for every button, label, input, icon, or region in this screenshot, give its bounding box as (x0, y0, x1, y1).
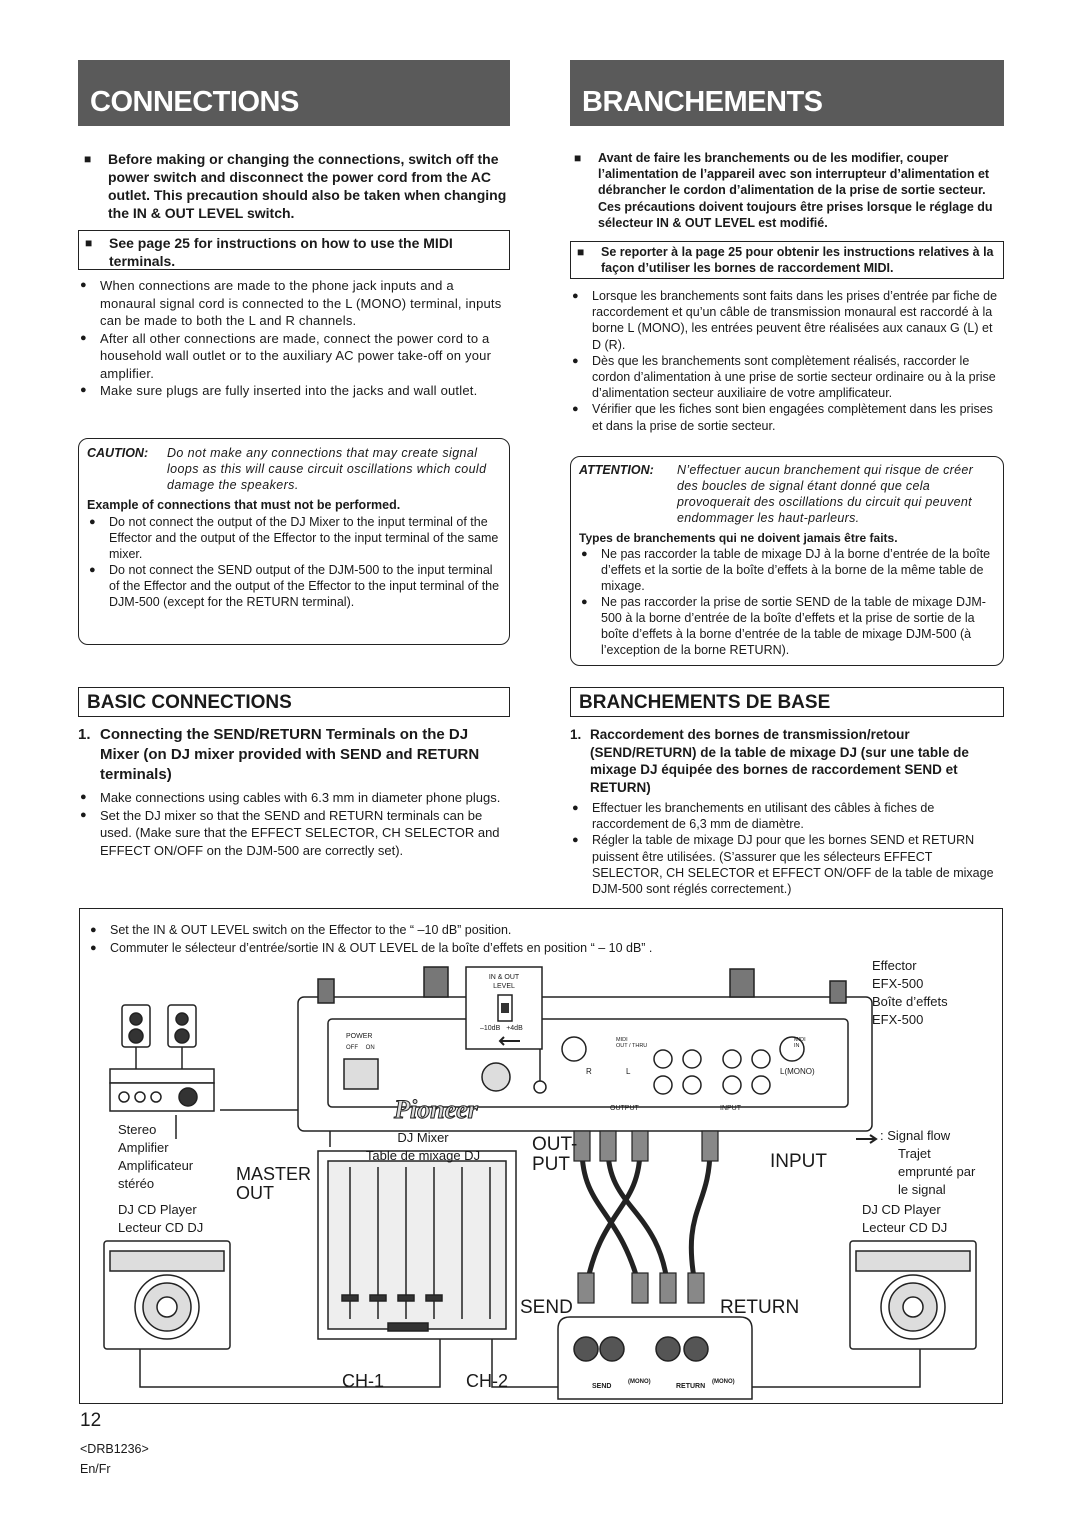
diagram-note-en: ● Set the IN & OUT LEVEL switch on the Effector to the “ –10 dB” position. (88, 921, 988, 939)
step-title: Raccordement des bornes de transmission/retour (SEND/RETURN) de la table de mixage DJ (sur une table de mixage DJ équipée des bornes de raccordement SEND et RETURN) (590, 727, 969, 795)
list-item: ● Ne pas raccorder la table de mixage DJ à la borne d’entrée de la boîte d’effets et la sortie de la boîte d’effets à la borne de la même table de mixage. (579, 546, 995, 594)
in-out-level-label: IN & OUT LEVEL (488, 974, 520, 990)
midi-out-label: MIDI OUT / THRU (616, 1037, 648, 1049)
master-out-label: MASTER OUT (236, 1164, 312, 1203)
list-item: ● Do not connect the SEND output of the DJM-500 to the input terminal of the Effector and the output of the Effector to the input terminal of the DJM-500 (except for the RETURN terminal). (87, 562, 501, 610)
list-item: ● Ne pas raccorder la prise de sortie SEND de la table de mixage DJM-500 à la borne d’entrée de la boîte d’effets et la prise de sortie de la boîte d’effets à la borne d’entrée de la table de mixage DJM-500 (à l’exception de la borne RETURN). (579, 594, 995, 658)
send-label: SEND (520, 1297, 573, 1318)
notice-midi-box-fr: ■ Se reporter à la page 25 pour obtenir les instructions relatives à la façon d’utiliser les bornes de raccordement MIDI. (570, 241, 1004, 279)
power-label: POWER (346, 1033, 373, 1040)
notice-midi-box: ■ See page 25 for instructions on how to use the MIDI terminals. (78, 230, 510, 270)
signal-flow-arrow-icon (856, 1135, 876, 1143)
mono-label-2: (MONO) (712, 1379, 735, 1385)
output-big-label: OUT- PUT (532, 1134, 578, 1175)
input-big-label: INPUT (770, 1151, 827, 1172)
step-title: Connecting the SEND/RETURN Terminals on the DJ Mixer (on DJ mixer provided with SEND and RETURN terminals) (100, 726, 480, 783)
send-small-label: SEND (592, 1383, 612, 1390)
list-item: ● Set the DJ mixer so that the SEND and RETURN terminals can be used. (Make sure that the EFFECT SELECTOR, CH SELECTOR and EFFECT ON/OFF on the DJM-500 are correctly set). (78, 807, 510, 860)
input-small-label: INPUT (720, 1105, 741, 1112)
list-item: ● Do not connect the output of the DJ Mixer to the input terminal of the Effector and the output of the Effector to the input terminal of the same mixer. (87, 514, 501, 562)
bullet-list-fr (570, 288, 1004, 434)
effector-label: Effector EFX-500 Boîte d’effets EFX-500 (872, 958, 948, 1027)
cd-left-label: DJ CD Player Lecteur CD DJ (118, 1202, 204, 1235)
list-item: ● Effectuer les branchements en utilisant des câbles à fiches de raccordement de 6,3 mm de diamètre. (570, 800, 1004, 832)
caution-label: CAUTION: (87, 446, 149, 460)
caution-box-fr (570, 456, 1004, 666)
page-number: 12 (80, 1410, 102, 1431)
language-code: En/Fr (80, 1462, 111, 1476)
ch1-label: CH-1 (342, 1371, 385, 1391)
dj-mixer-icon (318, 1151, 516, 1339)
cd-right-label: DJ CD Player Lecteur CD DJ (862, 1202, 948, 1235)
signal-flow-legend: : Signal flow Trajet emprunté par le signal (880, 1128, 976, 1197)
effector-unit (298, 967, 872, 1131)
step1-en (78, 725, 510, 859)
list-item: ● Régler la table de mixage DJ pour que les bornes SEND et RETURN puissent être utilisées. (S’assurer que les sélecteurs EFFECT SELECTOR, CH SELECTOR et EFFECT ON/OFF de la table de mixage DJM-500 sont réglés correctement.) (570, 832, 1004, 897)
caution-label: ATTENTION: (579, 463, 654, 477)
return-label: RETURN (720, 1297, 800, 1318)
section-title-basic-fr: BRANCHEMENTS DE BASE (570, 687, 1004, 717)
list-item: ● When connections are made to the phone jack inputs and a monaural signal cord is connected to the L (MONO) terminal, inputs can be made to both the L and R channels. (78, 277, 510, 330)
cd-player-right-icon (850, 1241, 976, 1349)
dj-mixer-label: DJ Mixer Table de mixage DJ (365, 1130, 481, 1163)
r-label: R (586, 1067, 592, 1076)
connection-diagram (79, 908, 1003, 1404)
list-item: ● Vérifier que les fiches sont bien engagées complètement dans les prises et dans la prise de sortie secteur. (570, 401, 1004, 433)
list-item: ● Make sure plugs are fully inserted into the jacks and wall outlet. (78, 382, 510, 400)
example-title: Example of connections that must not be performed. (87, 498, 401, 512)
caution-box-en (78, 438, 510, 645)
level-ticks: –10dB +4dB (480, 1025, 523, 1032)
patch-cables (582, 1149, 710, 1289)
caution-text: Do not make any connections that may create signal loops as this will cause circuit oscillations which could damage the speakers. (167, 446, 487, 492)
step-number: 1. (570, 727, 582, 742)
caution-text: N’effectuer aucun branchement qui risque de créer des boucles de signal étant donné que cela provoquerait des oscillations du circuit qui peuvent endommager les haut-parleurs. (677, 463, 974, 525)
list-item: ● Dès que les branchements sont complètement réalisés, raccorder le cordon d’alimentation à une prise de sortie secteur ordinaire ou à la prise d’alimentation secteur auxiliaire de votre amplificateur. (570, 353, 1004, 402)
amplifier-icon (110, 1069, 214, 1111)
off-on-label: OFF ON (346, 1045, 375, 1051)
section-title-basic-en: BASIC CONNECTIONS (78, 687, 510, 717)
notice-power-fr: ■ Avant de faire les branchements ou de les modifier, couper l’alimentation de l’appareil avec son interrupteur d’alimentation et débrancher le cordon d’alimentation de la prise de sortie secteur. Ces précautions doivent toujours être prises lorsque le réglage du sélecteur IN & OUT LEVEL est modifié. (572, 150, 1004, 231)
bullet-list-en (78, 277, 510, 400)
step1-fr (570, 726, 1004, 897)
list-item: ● Lorsque les branchements sont faits dans les prises d’entrée par fiche de raccordement et qu’un câble de transmission monaural est raccordé à la borne L (MONO), les entrées peuvent être réalisées aux canaux G (L) et D (R). (570, 288, 1004, 353)
brand-logo: Pioneer (394, 1095, 478, 1124)
midi-in-label: MIDI IN (794, 1037, 806, 1049)
diagram-note-fr: ● Commuter le sélecteur d’entrée/sortie IN & OUT LEVEL de la boîte d’effets en position “ – 10 dB” . (88, 939, 988, 957)
list-item: ● After all other connections are made, connect the power cord to a household wall outlet or to the auxiliary AC power take-off on your amplifier. (78, 330, 510, 383)
l-label: L (626, 1067, 631, 1076)
example-title: Types de branchements qui ne doivent jamais être faits. (579, 531, 898, 545)
ch2-label: CH-2 (466, 1371, 509, 1391)
step-number: 1. (78, 726, 91, 743)
list-item: ● Make connections using cables with 6.3 mm in diameter phone plugs. (78, 789, 510, 807)
page-title-en: CONNECTIONS (78, 60, 510, 126)
notice-power: ■ Before making or changing the connections, switch off the power switch and disconnect the power cord from the AC outlet. This precaution should also be taken when changing the IN & OUT LEVEL switch. (82, 150, 510, 222)
mono-label-1: (MONO) (628, 1379, 651, 1385)
document-code: <DRB1236> (80, 1442, 149, 1456)
speakers-icon (122, 1005, 196, 1069)
output-label: OUTPUT (610, 1105, 639, 1112)
page-title-fr: BRANCHEMENTS (570, 60, 1004, 126)
amplifier-label: Stereo Amplifier Amplificateur stéréo (118, 1122, 194, 1191)
l-mono-label: L(MONO) (780, 1067, 815, 1076)
cd-player-left-icon (104, 1241, 230, 1349)
return-small-label: RETURN (676, 1383, 706, 1390)
